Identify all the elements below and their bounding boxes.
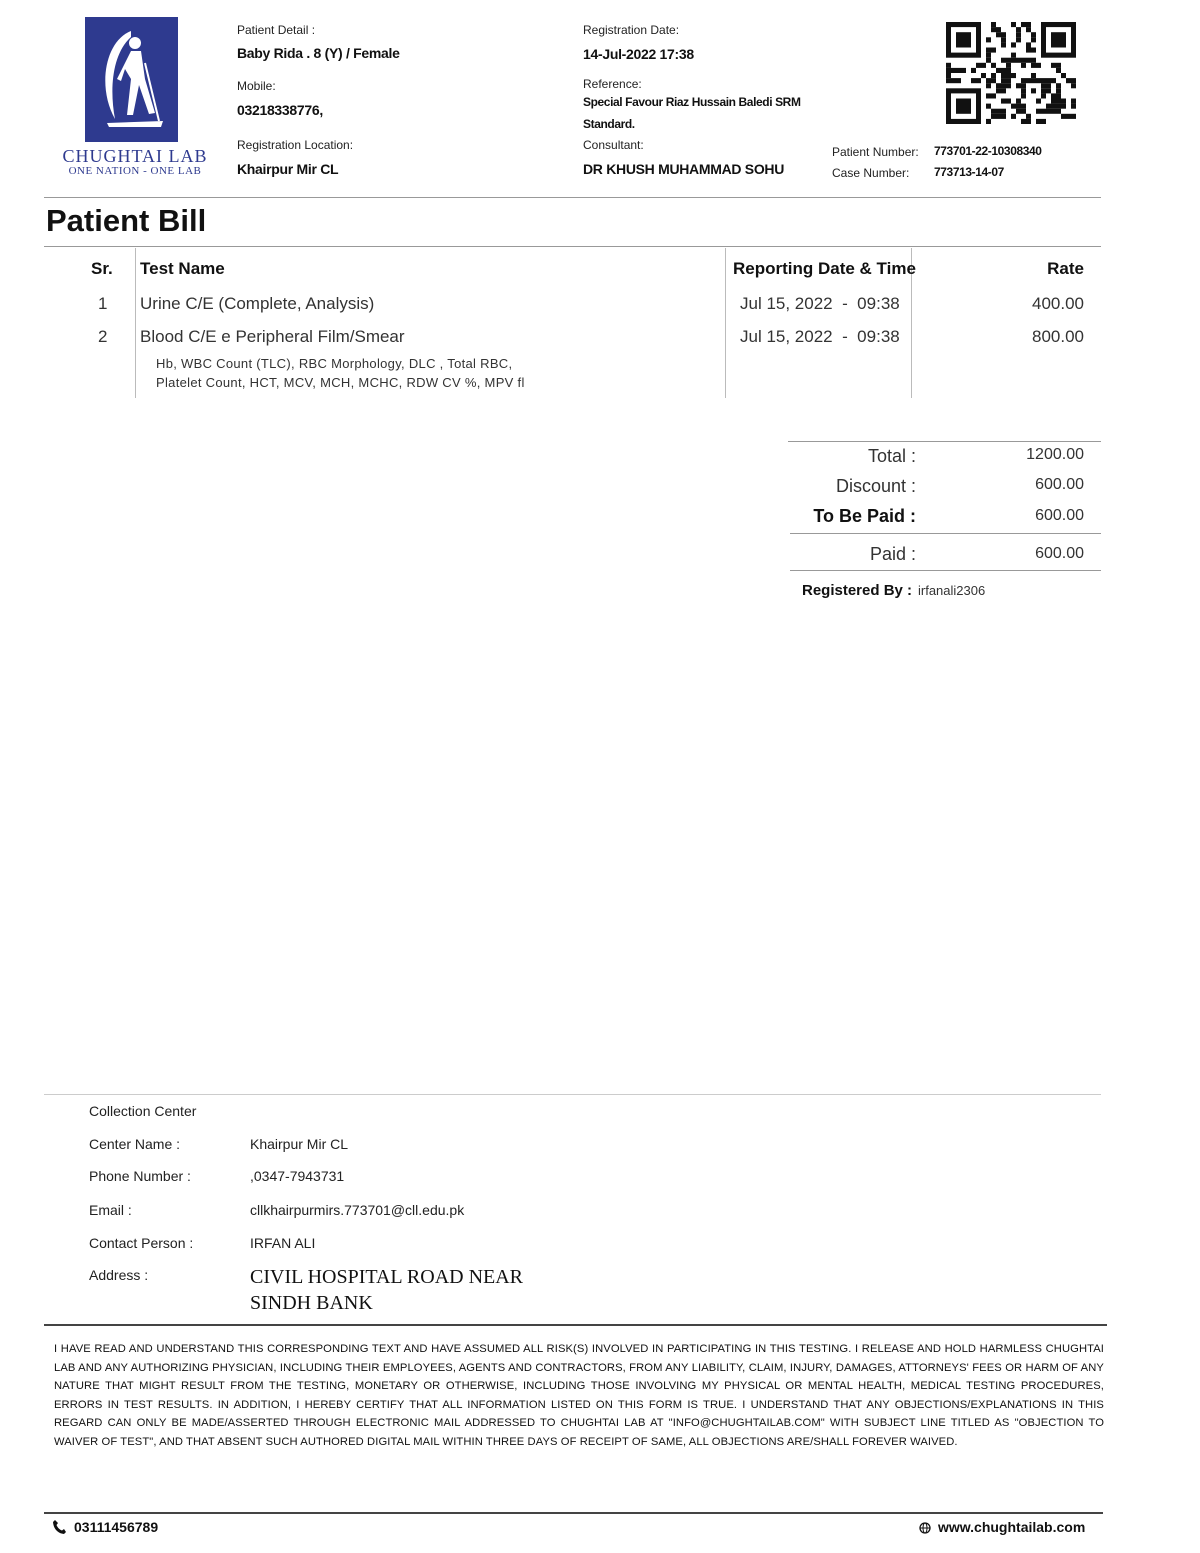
discount-value: 600.00 [1035,476,1084,493]
totals-divider [788,441,1101,442]
footer-website[interactable]: www.chughtailab.com [938,1519,1086,1535]
to-be-paid-value: 600.00 [1035,507,1084,524]
phone-number: ,0347-7943731 [250,1168,345,1184]
patient-detail-label: Patient Detail : [237,23,316,37]
row-sr: 2 [98,327,108,346]
phone-icon [52,1519,66,1535]
totals-divider [790,533,1101,534]
col-divider [725,248,726,398]
page-title: Patient Bill [46,203,207,238]
contact-person: IRFAN ALI [250,1235,316,1251]
case-number: 773713-14-07 [934,165,1004,179]
reference-label: Reference: [583,77,642,91]
row-sr: 1 [98,294,108,313]
row-date: Jul 15, 2022 - 09:38 [740,294,900,313]
to-be-paid-label: To Be Paid : [813,506,916,526]
phone-label: Phone Number : [89,1168,191,1184]
reg-location: Khairpur Mir CL [237,161,339,177]
qr-code [946,22,1076,124]
consultant-label: Consultant: [583,138,644,152]
center-name-label: Center Name : [89,1136,181,1152]
total-value: 1200.00 [1026,446,1084,463]
lab-logo [85,17,178,142]
header-divider [44,197,1101,198]
disclaimer-divider [44,1324,1107,1326]
consultant: DR KHUSH MUHAMMAD SOHU [583,161,785,177]
row-rate: 400.00 [1032,294,1084,313]
row-test-name: Blood C/E e Peripheral Film/Smear [140,327,405,346]
mobile: 03218338776, [237,102,323,118]
totals-divider [790,570,1101,571]
row-rate: 800.00 [1032,327,1084,346]
registered-by-label: Registered By : [802,582,913,599]
paid-label: Paid : [869,544,916,564]
row-test-name: Urine C/E (Complete, Analysis) [140,294,375,313]
contact-label: Contact Person : [89,1235,194,1251]
email: cllkhairpurmirs.773701@cll.edu.pk [250,1202,465,1218]
header-reporting-date: Reporting Date & Time [733,259,916,278]
total-label: Total : [867,446,916,466]
collection-divider [44,1094,1101,1095]
center-name: Khairpur Mir CL [250,1136,349,1152]
header-rate: Rate [1047,259,1084,278]
patient-detail: Baby Rida . 8 (Y) / Female [237,45,400,61]
col-divider [135,248,136,398]
row-detail: Platelet Count, HCT, MCV, MCH, MCHC, RDW CV %, MPV fl [156,375,525,390]
registered-by-value: irfanali2306 [918,583,986,598]
row-detail: Hb, WBC Count (TLC), RBC Morphology, DLC , Total RBC, [156,356,513,371]
case-number-label: Case Number: [832,166,910,180]
footer-divider [44,1512,1103,1514]
globe-icon [919,1521,931,1533]
header-sr: Sr. [91,259,113,278]
row-date: Jul 15, 2022 - 09:38 [740,327,900,346]
footer-phone: 03111456789 [74,1519,159,1535]
reg-date-label: Registration Date: [583,23,680,37]
disclaimer-text: I HAVE READ AND UNDERSTAND THIS CORRESPONDING TEXT AND HAVE ASSUMED ALL RISK(S) INVOLVED IN PARTICIPATING IN THIS TESTING. I RELEASE AND HOLD HARMLESS CHUGHTAI LAB AND ANY AUTHORIZING PHYSICIAN, INCLUDING THEIR EMPLOYEES, AGENTS AND CONTRACTORS, FROM ANY LIABILITY, CLAIM, INJURY, DAMAGES, ATTORNEYS' FEES OR HARM OF ANY NATURE THAT MIGHT RESULT FROM THE TESTING, MONETARY OR OTHERWISE, INCLUDING THOSE INVOLVING MY PHYSICAL OR MENTAL HEALTH, MEDICAL TESTING PROCEDURES, ERRORS IN TEST RESULTS. IN ADDITION, I HEREBY CERTIFY THAT ALL INFORMATION LISTED ON THIS FORM IS TRUE. I UNDERSTAND THAT ANY OBJECTIONS/EXPLANATIONS IN THIS REGARD CAN ONLY BE MADE/ASSERTED THROUGH ELECTRONIC MAIL ADDRESSED TO CHUGHTAI LAB AT "INFO@CHUGHTAILAB.COM" WITH SUBJECT LINE TITLED AS "OBJECTION TO WAIVER OF TEST", AND THAT ABSENT SUCH AUTHORED DIGITAL MAIL WITHIN THREE DAYS OF RECEIPT OF SAME, ALL OBJECTIONS ARE/SHALL FOREVER WAIVED. [54,1343,1104,1448]
logo-tagline: ONE NATION - ONE LAB [68,165,202,177]
reference-line1: Special Favour Riaz Hussain Baledi SRM [583,95,801,109]
discount-label: Discount : [835,476,916,496]
logo-name: CHUGHTAI LAB [62,146,208,166]
reference-line2: Standard. [583,117,635,131]
address-line: SINDH BANK [250,1292,373,1314]
patient-number-label: Patient Number: [832,145,919,159]
table-top-divider [44,246,1101,247]
reg-date: 14-Jul-2022 17:38 [583,46,694,62]
header-test-name: Test Name [140,259,225,278]
collection-title: Collection Center [89,1103,197,1119]
patient-number: 773701-22-10308340 [934,144,1042,158]
address-line: CIVIL HOSPITAL ROAD NEAR [250,1266,524,1288]
mobile-label: Mobile: [237,79,276,93]
reg-location-label: Registration Location: [237,138,354,152]
paid-value: 600.00 [1035,545,1084,562]
address-label: Address : [89,1267,149,1283]
email-label: Email : [89,1202,132,1218]
walking-man-icon [85,17,178,142]
